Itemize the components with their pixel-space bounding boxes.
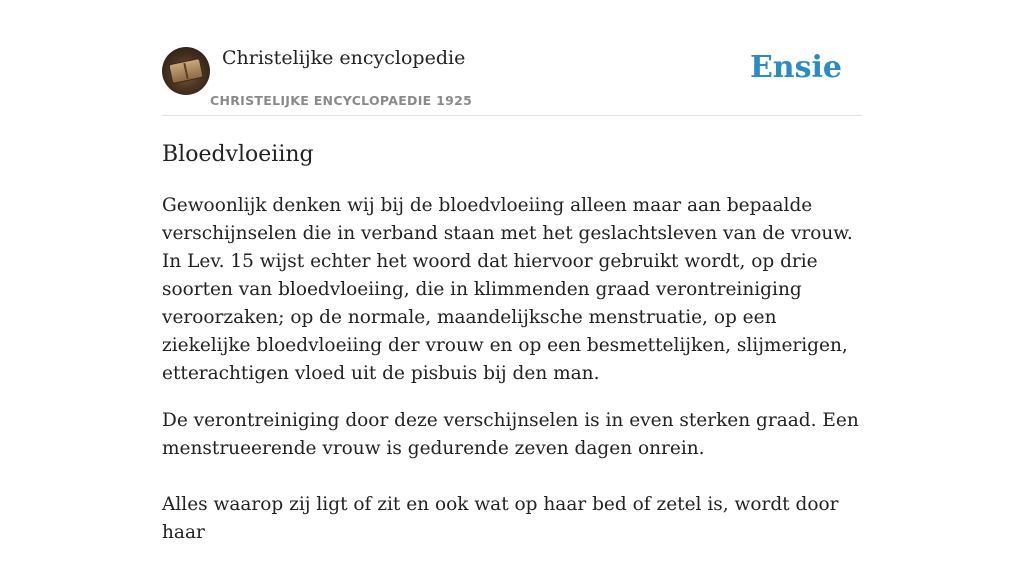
book-shape	[169, 59, 202, 83]
article-title: Bloedvloeiing	[162, 142, 314, 167]
article-body	[162, 192, 862, 566]
encyclopedia-book-icon[interactable]	[162, 47, 210, 95]
article-paragraph: De verontreiniging door deze verschijnselen is in even sterken graad. Een menstrueerende vrouw is gedurende zeven dagen onrein.	[162, 410, 859, 459]
site-title[interactable]: Christelijke encyclopedie	[222, 47, 466, 69]
article-paragraph: Gewoonlijk denken wij bij de bloedvloeiing alleen maar aan bepaalde verschijnselen die in verband staan met het geslachtsleven van de vrouw. In Lev. 15 wijst echter het woord dat hiervoor gebruikt wordt, op drie soorten van bloedvloeiing, die in klimmenden graad verontreiniging veroorzaken; op de normale, maandelijksche menstruatie, op een ziekelijke bloedvloeiing der vrouw en op een besmettelijken, slijmerigen, etterachtigen vloed uit de pisbuis bij den man.	[162, 195, 853, 384]
site-header	[162, 0, 862, 116]
article-paragraph: Alles waarop zij ligt of zit en ook wat op haar bed of zetel is, wordt door haar	[162, 494, 839, 543]
page-container	[162, 0, 862, 543]
site-subtitle: CHRISTELIJKE ENCYCLOPAEDIE 1925	[210, 93, 473, 108]
brand-logo-link[interactable]: Ensie	[749, 50, 842, 85]
